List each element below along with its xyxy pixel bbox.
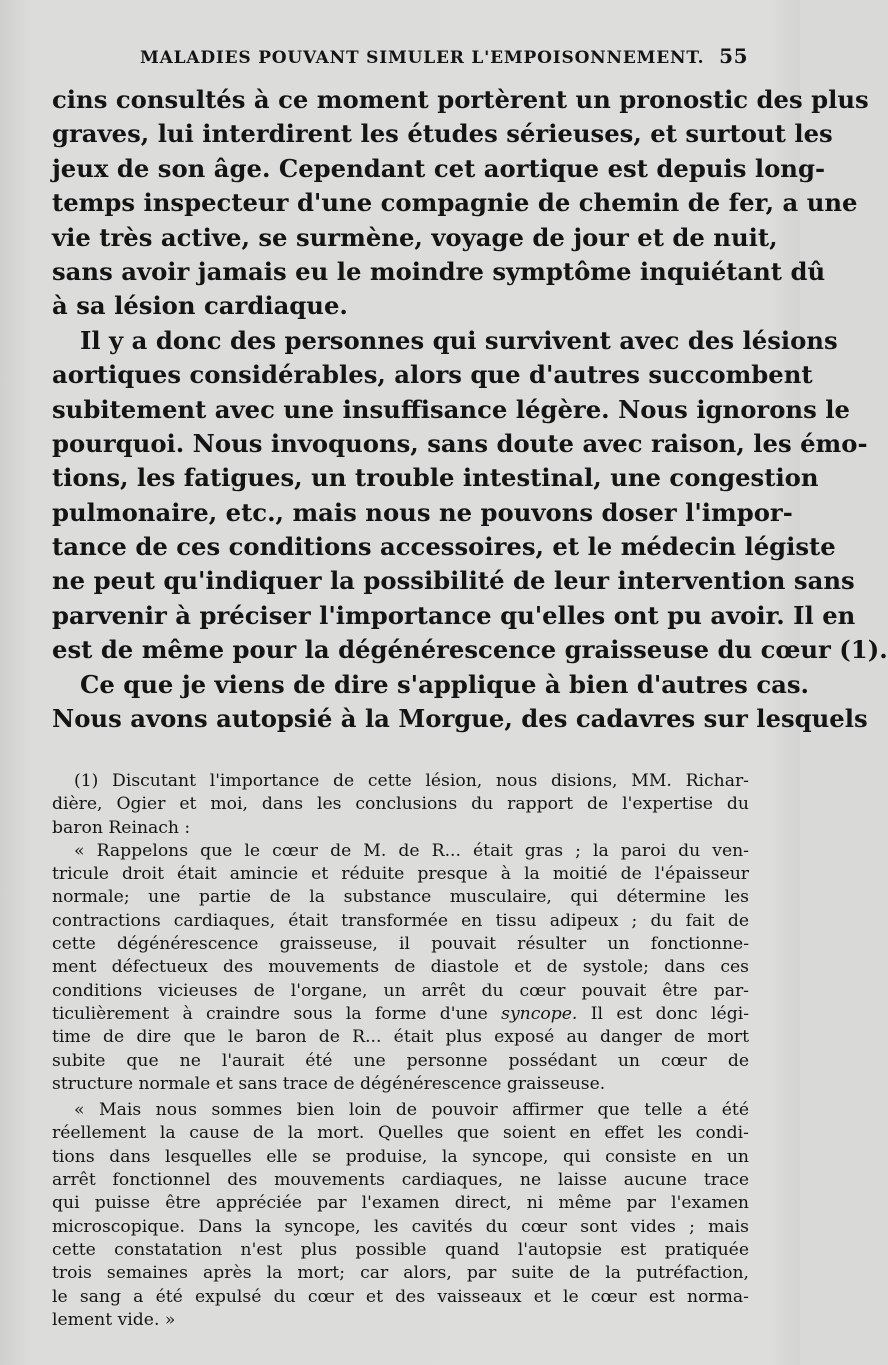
- text-line: subitement avec une insuffisance légère. Nous ignorons le: [52, 394, 850, 424]
- text-line: cins consultés à ce moment portèrent un pronostic des plus: [52, 85, 869, 114]
- text-line: parvenir à préciser l'importance qu'elles ont pu avoir. Il en: [52, 600, 856, 630]
- text-line: ne peut qu'indiquer la possibilité de leur intervention sans: [52, 566, 855, 596]
- text-line: pourquoi. Nous invoquons, sans doute avec raison, les émo-: [52, 428, 868, 458]
- footnote: [52, 770, 749, 1332]
- footnote-line: baron Reinach :: [52, 817, 191, 838]
- footnote-line: arrêt fonctionnel des mouvements cardiaques, ne laisse aucune trace: [52, 1170, 749, 1191]
- footnote-line: lement vide. »: [52, 1309, 176, 1330]
- footnote-line: « Mais nous sommes bien loin de pouvoir affirmer que telle a été: [74, 1100, 749, 1121]
- text-line: aortiques considérables, alors que d'autres succombent: [52, 360, 813, 390]
- footnote-line: « Rappelons que le cœur de M. de R... était gras ; la paroi du ven-: [74, 840, 749, 861]
- footnote-line: contractions cardiaques, était transformée en tissu adipeux ; du fait de: [52, 910, 749, 931]
- footnote-line: réellement la cause de la mort. Quelles que soient en effet les condi-: [52, 1123, 749, 1144]
- footnote-italic-term: syncope.: [501, 1003, 578, 1024]
- text-line: temps inspecteur d'une compagnie de chemin de fer, a une: [52, 188, 858, 218]
- running-header: [140, 44, 748, 68]
- footnote-line: le sang a été expulsé du cœur et des vaisseaux et le cœur est norma-: [52, 1286, 749, 1307]
- page-number: 55: [719, 44, 748, 68]
- footnote-line: dière, Ogier et moi, dans les conclusions du rapport de l'expertise du: [52, 794, 749, 815]
- footnote-line: [52, 1003, 749, 1026]
- footnote-line: cette constatation n'est plus possible quand l'autopsie est pratiquée: [52, 1239, 749, 1260]
- text-line: à sa lésion cardiaque.: [52, 291, 348, 321]
- text-line: tance de ces conditions accessoires, et le médecin légiste: [52, 532, 836, 562]
- footnote-line: microscopique. Dans la syncope, les cavités du cœur sont vides ; mais: [52, 1216, 749, 1237]
- text-line: Nous avons autopsié à la Morgue, des cadavres sur lesquels: [52, 704, 868, 734]
- text-line: tions, les fatigues, un trouble intestinal, une congestion: [52, 463, 819, 493]
- footnote-line: normale; une partie de la substance musculaire, qui détermine les: [52, 887, 749, 908]
- text-line: graves, lui interdirent les études sérieuses, et surtout les: [52, 119, 833, 149]
- footnote-text: Il est donc légi-: [577, 1003, 749, 1024]
- footnote-line: subite que ne l'aurait été une personne possédant un cœur de: [52, 1050, 749, 1071]
- footnote-line: tions dans lesquelles elle se produise, la syncope, qui consiste en un: [52, 1146, 749, 1167]
- footnote-line: (1) Discutant l'importance de cette lésion, nous disions, MM. Richar-: [74, 771, 749, 791]
- footnote-line: trois semaines après la mort; car alors, par suite de la putréfaction,: [52, 1263, 749, 1284]
- footnote-line: structure normale et sans trace de dégénérescence graisseuse.: [52, 1073, 606, 1094]
- footnote-line: tricule droit était amincie et réduite presque à la moitié de l'épaisseur: [52, 864, 749, 885]
- footnote-line: ment défectueux des mouvements de diastole et de systole; dans ces: [52, 957, 749, 978]
- text-line: Il y a donc des personnes qui survivent avec des lésions: [80, 325, 838, 355]
- footnote-line: qui puisse être appréciée par l'examen direct, ni même par l'examen: [52, 1193, 749, 1214]
- running-title: MALADIES POUVANT SIMULER L'EMPOISONNEMENT.: [140, 48, 705, 68]
- footnote-line: time de dire que le baron de R... était plus exposé au danger de mort: [52, 1027, 749, 1048]
- main-text: [52, 83, 888, 736]
- footnote-line: conditions vicieuses de l'organe, un arrêt du cœur pouvait être par-: [52, 980, 749, 1001]
- footnote-line: cette dégénérescence graisseuse, il pouvait résulter un fonctionne-: [52, 934, 749, 955]
- text-line: sans avoir jamais eu le moindre symptôme inquiétant dû: [52, 256, 826, 286]
- text-line: pulmonaire, etc., mais nous ne pouvons doser l'impor-: [52, 497, 793, 527]
- footnote-text: ticulièrement à craindre sous la forme d'une: [52, 1003, 488, 1024]
- text-line: vie très active, se surmène, voyage de jour et de nuit,: [52, 222, 778, 252]
- text-line: est de même pour la dégénérescence graisseuse du cœur (1).: [52, 635, 888, 665]
- text-line: jeux de son âge. Cependant cet aortique est depuis long-: [52, 153, 826, 183]
- text-line: Ce que je viens de dire s'applique à bien d'autres cas.: [80, 669, 809, 699]
